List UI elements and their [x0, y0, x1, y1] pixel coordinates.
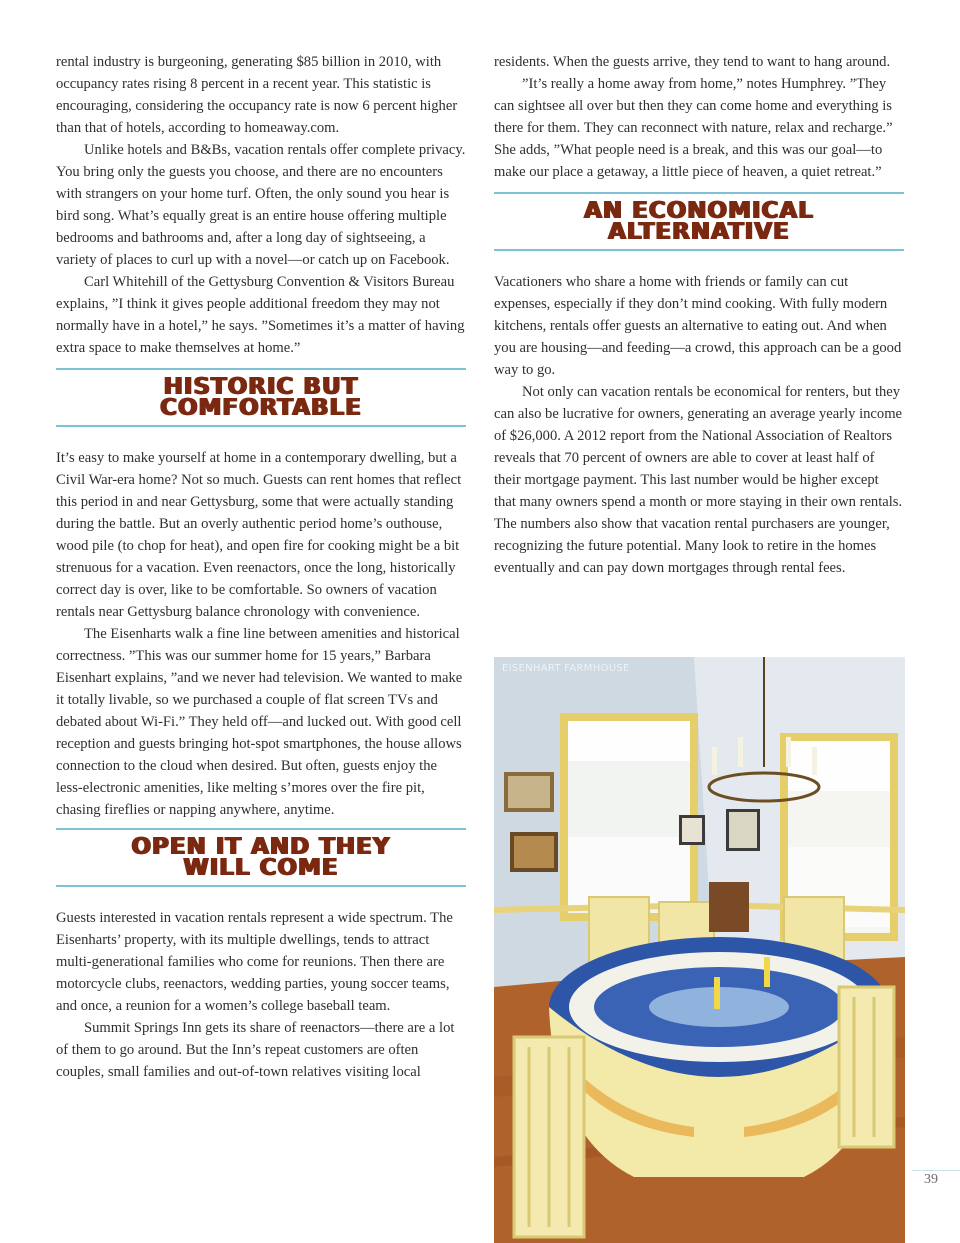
page-number: 39 — [924, 1172, 938, 1187]
body-paragraph: Not only can vacation rentals be economical for renters, but they can also be lucrative for owners, generating an average yearly income of $26,000. A 2012 report from the National Association of Realtors reveals that 70 percent of owners are able to cover at least half of their mortgage payment. This last number would be higher except that many owners spend a month or more staying in their own rentals. The numbers also show that vacation rental purchasers are younger, recognizing the future potential. Many look to retire in the homes eventually and can pay down mortgages through rental fees. — [494, 384, 903, 576]
section-heading-historic — [56, 368, 466, 427]
heading-line: OPEN IT AND THEY — [131, 834, 391, 860]
heading-line: COMFORTABLE — [160, 395, 362, 421]
heading-line: AN ECONOMICAL — [584, 198, 814, 224]
page-number-rule — [912, 1170, 960, 1171]
body-paragraph: Vacationers who share a home with friends or family can cut expenses, especially if they don’t mind cooking. With fully modern kitchens, rentals offer guests an alternative to eating out. And when you are housing—and feeding—a crowd, this approach can be a good way to go. — [494, 274, 902, 378]
body-paragraph: Guests interested in vacation rentals represent a wide spectrum. The Eisenharts’ property, with its multiple dwellings, tends to attract multi-generational families who come for reunions. Then there are motorcycle clubs, reenactors, wedding parties, young soccer teams, and once, a reunion for a women’s college baseball team. — [56, 910, 453, 1014]
photo-caption: EISENHART FARMHOUSE — [502, 663, 630, 674]
heading-line: WILL COME — [183, 855, 339, 881]
section-heading-open-it — [56, 828, 466, 887]
body-paragraph: rental industry is burgeoning, generating $85 billion in 2010, with occupancy rates rising 8 percent in a recent year. This statistic is encouraging, considering the occupancy rate is now 6 percent higher than that of hotels, according to homeaway.com. — [56, 54, 458, 136]
right-column — [494, 51, 904, 579]
body-paragraph: Summit Springs Inn gets its share of reenactors—there are a lot of them to go around. But the Inn’s repeat customers are often couples, small families and out-of-town relatives visiting local — [56, 1020, 455, 1080]
body-paragraph: ”It’s really a home away from home,” notes Humphrey. ”They can sightsee all over but then they can come home and everything is there for them. They can reconnect with nature, relax and recharge.” She adds, ”What people need is a break, and this was our goal—to make our place a getaway, a little piece of heaven, a quiet retreat.” — [494, 76, 893, 180]
dining-room-illustration — [494, 657, 905, 1243]
heading-line: ALTERNATIVE — [608, 219, 790, 245]
left-column — [56, 51, 466, 1083]
heading-line: HISTORIC BUT — [163, 374, 359, 400]
body-paragraph: It’s easy to make yourself at home in a contemporary dwelling, but a Civil War-era home? Not so much. Guests can rent homes that reflect this period in and near Gettysburg, some that were actually standing during the battle. But an overly authentic period home’s outhouse, wood pile (to chop for heat), and open fire for cooking might be a bit strenuous for a vacation. Even reenactors, once the long, historically correct day is over, like to be comfortable. So owners of vacation rentals near Gettysburg balance chronology with convenience. — [56, 450, 462, 620]
body-paragraph: The Eisenharts walk a fine line between amenities and historical correctness. ”This was our summer home for 15 years,” Barbara Eisenhart explains, ”and we never had television. We wanted to make it totally livable, so we purchased a couple of flat screen TVs and debated about Wi-Fi.” They held off—and lucked out. With good cell reception and guests bringing hot-spot smartphones, the house allows connection to the cloud when desired. But often, guests enjoy the less-electronic amenities, like melting s’mores over the fire pit, chasing fireflies or napping anywhere, anytime. — [56, 626, 463, 818]
dining-room-photo — [494, 657, 905, 1243]
body-paragraph: Carl Whitehill of the Gettysburg Convention & Visitors Bureau explains, ”I think it gives people additional freedom they may not normally have in a hotel,” he says. ”Sometimes it’s a matter of having extra space to make themselves at home.” — [56, 274, 465, 356]
body-paragraph: residents. When the guests arrive, they tend to want to hang around. — [494, 54, 891, 70]
section-heading-economical — [494, 192, 904, 251]
body-paragraph: Unlike hotels and B&Bs, vacation rentals offer complete privacy. You bring only the guests you choose, and there are no encounters with strangers on your home turf. Often, the only sound you hear is bird song. What’s equally great is an entire house offering multiple bedrooms and bathrooms and, after a long day of sightseeing, a variety of places to curl up with a novel—or catch up on Facebook. — [56, 142, 466, 268]
